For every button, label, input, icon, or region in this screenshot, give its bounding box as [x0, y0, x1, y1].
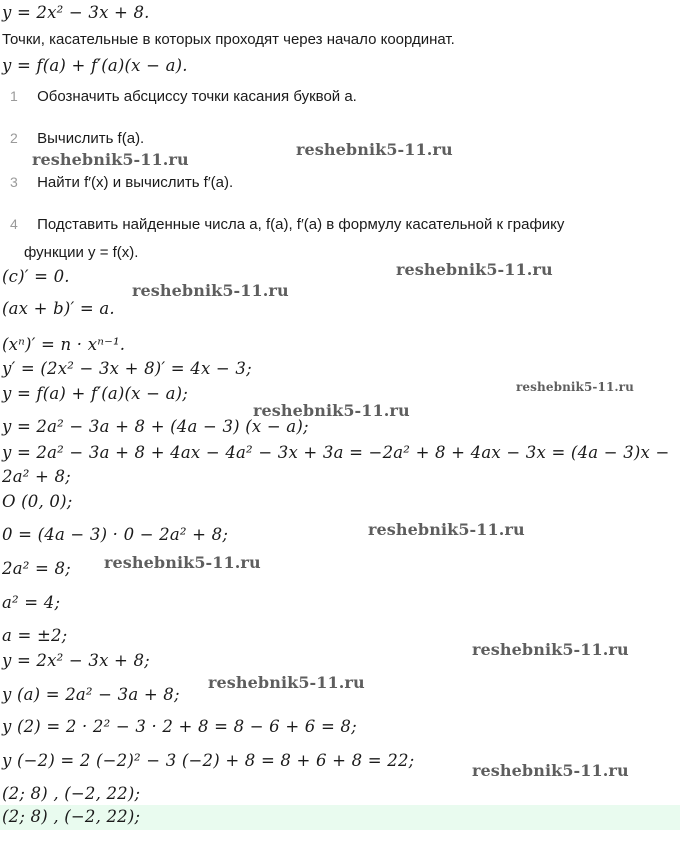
step-4 [10, 214, 564, 236]
step-2 [10, 128, 144, 150]
equation-3: a² = 4; [2, 593, 61, 612]
step-number: 3 [10, 174, 18, 190]
watermark: reshebnik5-11.ru [253, 401, 410, 420]
equation-2: 2a² = 8; [2, 559, 71, 578]
y-of-minus-2: y (−2) = 2 (−2)² − 3 (−2) + 8 = 8 + 6 + 8 = 22; [2, 751, 415, 770]
watermark: reshebnik5-11.ru [516, 380, 634, 394]
origin-point: O (0, 0); [2, 492, 73, 511]
rule-power: (xⁿ)′ = n · xⁿ⁻¹. [2, 335, 126, 354]
step-text: Обозначить абсциссу точки касания буквой a. [37, 88, 357, 105]
tangent-formula-repeat: y = f(a) + f′(a)(x − a); [2, 384, 189, 403]
watermark: reshebnik5-11.ru [296, 140, 453, 159]
step-1 [10, 86, 357, 108]
watermark: reshebnik5-11.ru [472, 761, 629, 780]
equation-1: 0 = (4a − 3) · 0 − 2a² + 8; [2, 525, 229, 544]
points-result: (2; 8) , (−2, 22); [2, 784, 141, 803]
y-of-2: y (2) = 2 · 2² − 3 · 2 + 8 = 8 − 6 + 6 = 8; [2, 717, 357, 736]
expansion-continuation: 2a² + 8; [2, 467, 71, 486]
watermark: reshebnik5-11.ru [368, 520, 525, 539]
expansion-line: y = 2a² − 3a + 8 + 4ax − 4a² − 3x + 3a = −2a² + 8 + 4ax − 3x = (4a − 3)x − [2, 443, 670, 462]
step-text: Подставить найденные числа a, f(a), f′(a) в формулу касательной к графику [37, 216, 565, 233]
final-answer: (2; 8) , (−2, 22); [2, 807, 141, 826]
step-text: Найти f′(x) и вычислить f′(a). [37, 174, 234, 191]
watermark: reshebnik5-11.ru [132, 281, 289, 300]
watermark: reshebnik5-11.ru [472, 640, 629, 659]
function-definition: y = 2x² − 3x + 8. [2, 3, 150, 22]
step-number: 2 [10, 130, 18, 146]
y-of-a: y (a) = 2a² − 3a + 8; [2, 685, 180, 704]
step-text: Вычислить f(a). [37, 130, 145, 147]
tangent-formula: y = f(a) + f′(a)(x − a). [2, 56, 188, 75]
watermark: reshebnik5-11.ru [208, 673, 365, 692]
rule-constant: (c)′ = 0. [2, 267, 70, 286]
derivative-line: y′ = (2x² − 3x + 8)′ = 4x − 3; [2, 359, 252, 378]
substitution-line: y = 2a² − 3a + 8 + (4a − 3) (x − a); [2, 417, 309, 436]
watermark: reshebnik5-11.ru [32, 150, 189, 169]
watermark: reshebnik5-11.ru [104, 553, 261, 572]
rule-linear: (ax + b)′ = a. [2, 299, 115, 318]
equation-4: a = ±2; [2, 626, 68, 645]
function-repeat: y = 2x² − 3x + 8; [2, 651, 150, 670]
watermark: reshebnik5-11.ru [396, 260, 553, 279]
step-number: 1 [10, 88, 18, 104]
step-4-continuation: функции y = f(x). [24, 244, 139, 261]
task-statement: Точки, касательные в которых проходят через начало координат. [2, 31, 455, 48]
step-number: 4 [10, 216, 18, 232]
step-3 [10, 172, 233, 194]
